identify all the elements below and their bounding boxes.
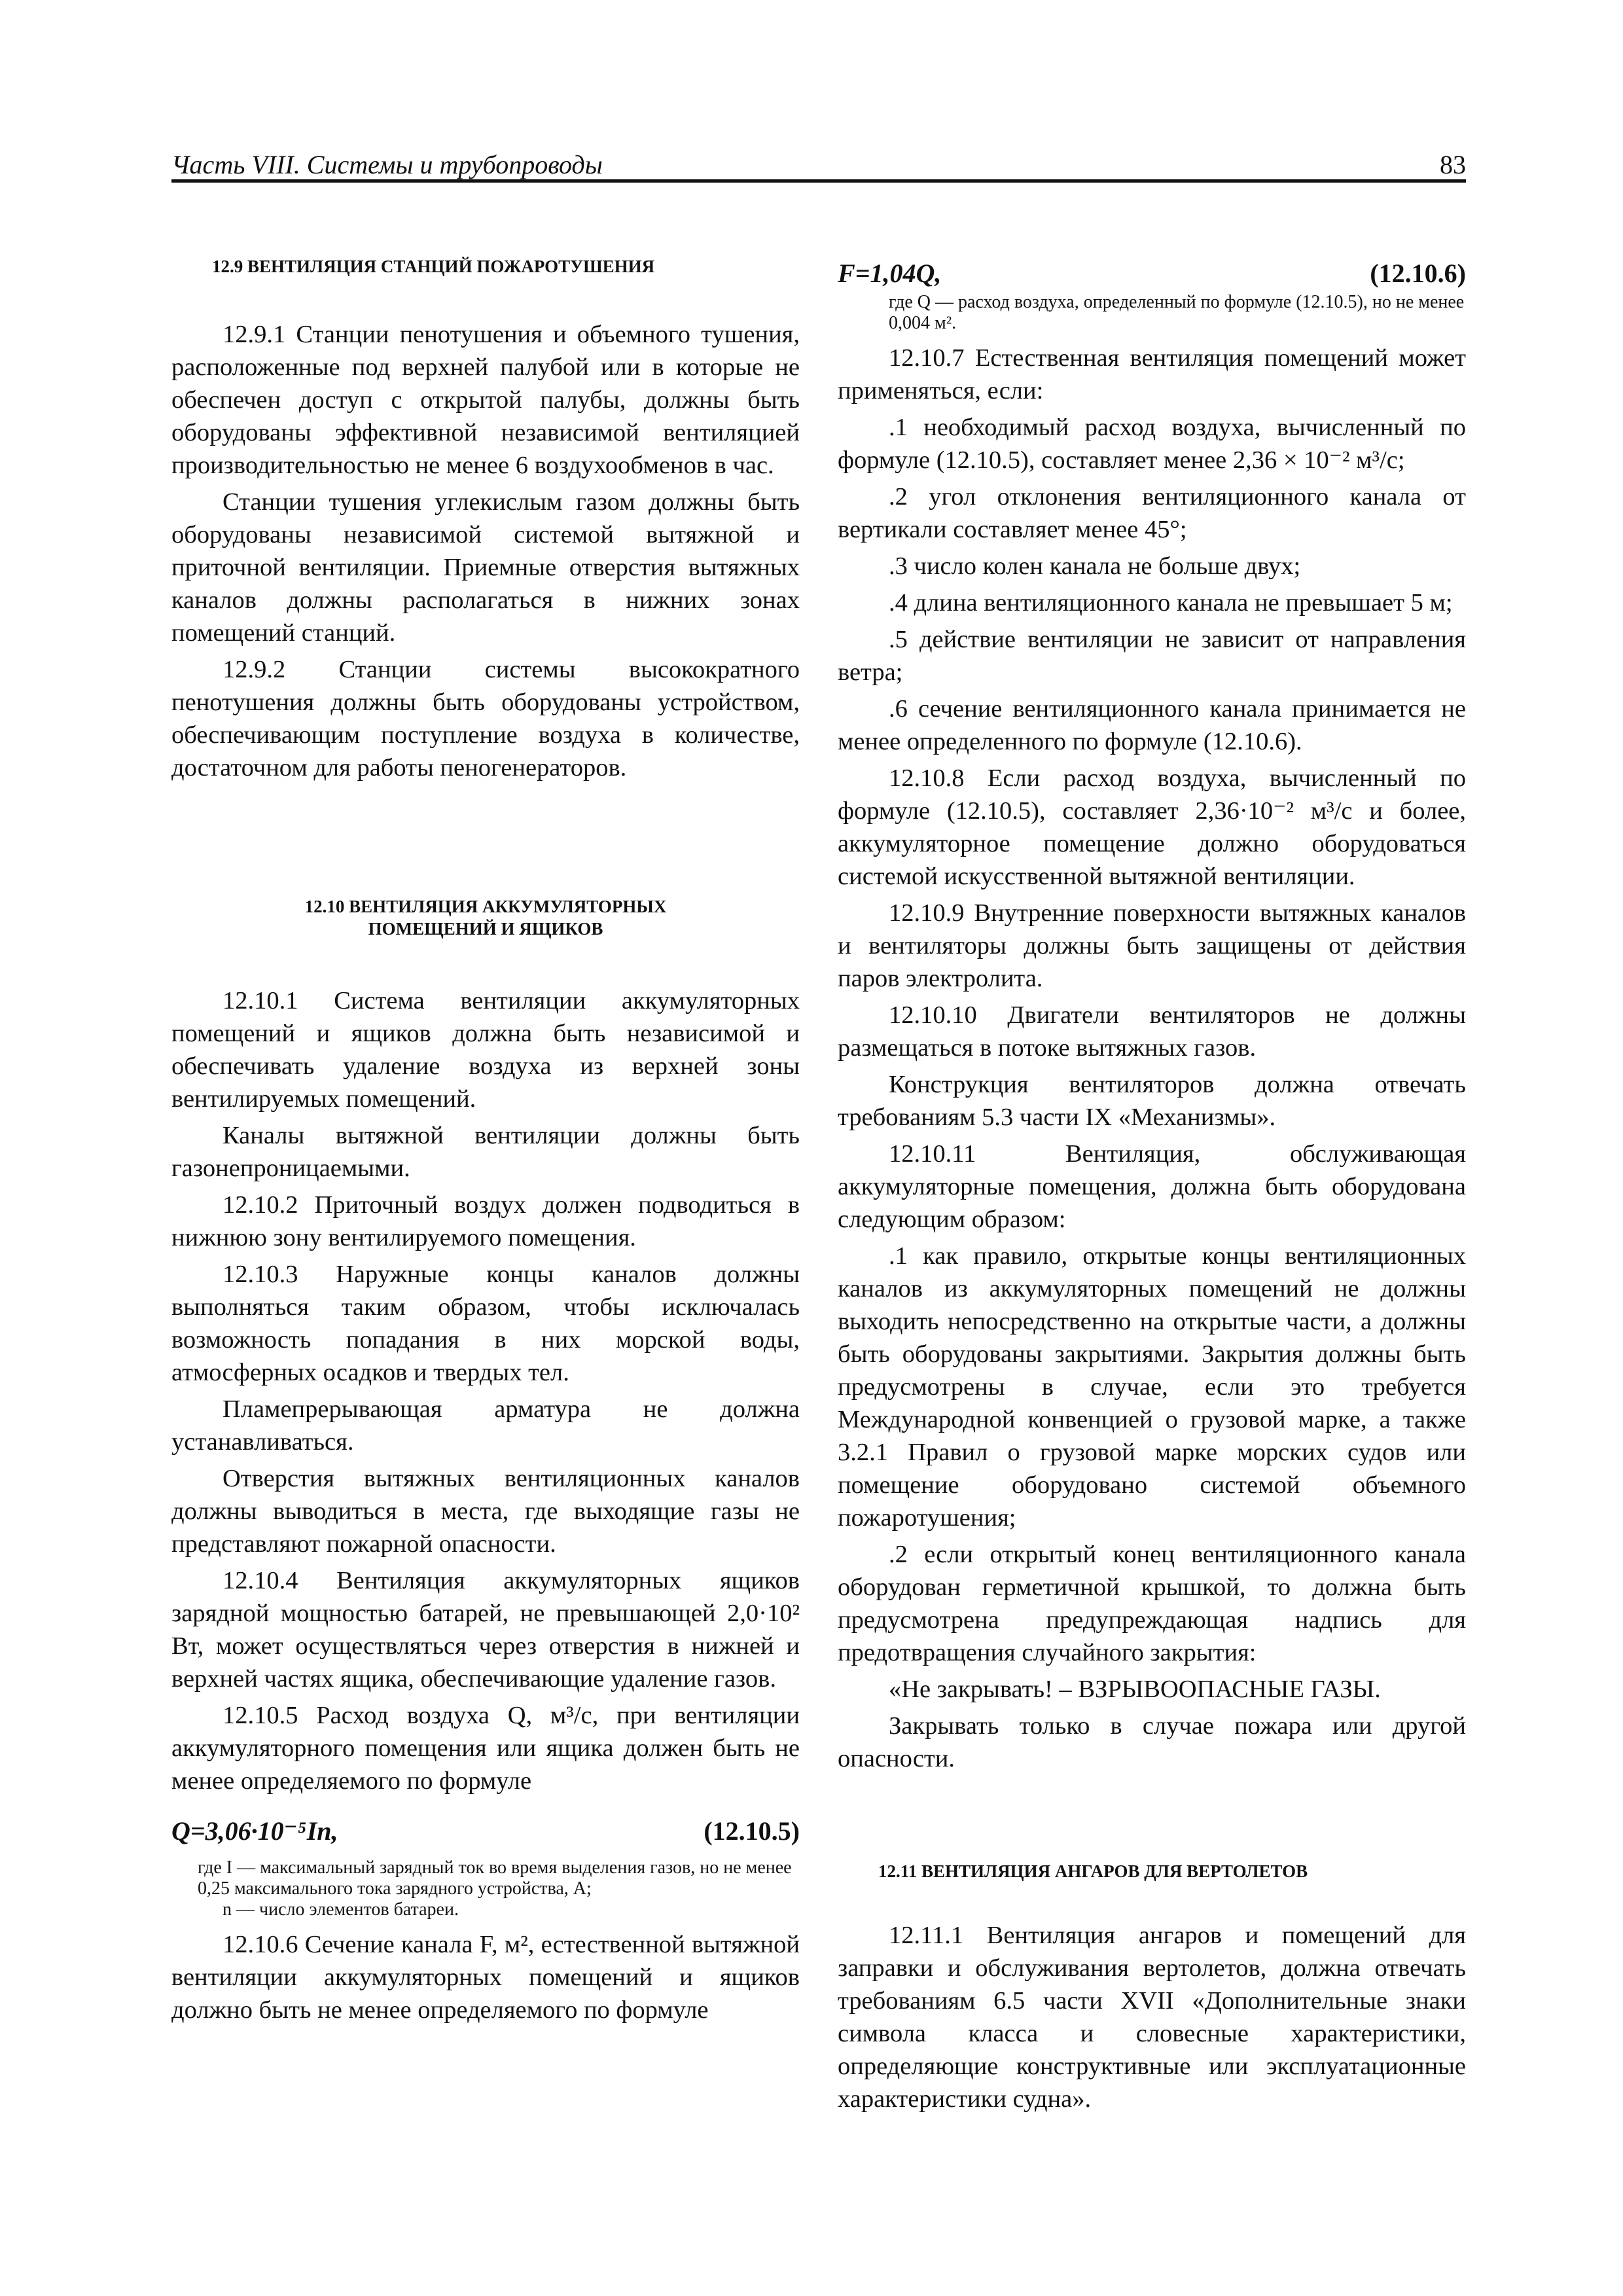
paragraph-flame-arrester: Пламепрерывающая арматура не должна устанавливаться. <box>171 1395 800 1456</box>
page-number: 83 <box>1440 150 1466 179</box>
list-item-11-1: .1 как правило, открытые концы вентиляционных каналов из аккумуляторных помещений не должны выходить непосредственно на открытые части, а должны быть оборудованы закрытиями. Закрытия должны быть предусмотрены в случае, если это требуется Международной конвенцией о грузовой марке, а также 3.2.1 Правил о грузовой марке морских судов или помещение оборудовано системой объемного пожаротушения; <box>838 1242 1466 1532</box>
paragraph-12-10-2: 12.10.2 Приточный воздух должен подводиться в нижнюю зону вентилируемого помещения. <box>171 1191 800 1251</box>
paragraph-12-9-2: 12.9.2 Станции системы высокократного пенотушения должны быть оборудованы устройством, обеспечивающим поступление воздуха в количестве, достаточном для работы пеногенераторов. <box>171 656 800 781</box>
paragraph-channels: Каналы вытяжной вентиляции должны быть газонепроницаемыми. <box>171 1122 800 1182</box>
formula-number: (12.10.6) <box>1370 259 1466 288</box>
header-rule <box>171 179 1466 183</box>
formula-where-i: где I — максимальный зарядный ток во время выделения газов, но не менее 0,25 максимального тока зарядного устройства, А; <box>198 1857 792 1899</box>
section-heading-12-11: 12.11 ВЕНТИЛЯЦИЯ АНГАРОВ ДЛЯ ВЕРТОЛЕТОВ <box>878 1861 1308 1881</box>
header-title: Часть VIII. Системы и трубопроводы <box>171 150 603 179</box>
paragraph-12-9-1: 12.9.1 Станции пенотушения и объемного тушения, расположенные под верхней палубой или в которые не обеспечен доступ с открытой палубы, должны быть оборудованы эффективной независимой вентиляцией производительностью не менее 6 воздухообменов в час. <box>171 321 800 479</box>
list-item-1: .1 необходимый расход воздуха, вычисленный по формуле (12.10.5), составляет менее 2,36 × 10⁻² м³/с; <box>838 414 1466 474</box>
left-column <box>171 255 800 2026</box>
paragraph-12-10-10: 12.10.10 Двигатели вентиляторов не должны размещаться в потоке вытяжных газов. <box>838 1001 1466 1062</box>
running-header <box>171 149 1466 179</box>
formula-12-10-5 <box>171 1813 800 1850</box>
warning-quote: «Не закрывать! – ВЗРЫВООПАСНЫЕ ГАЗЫ. <box>889 1676 1381 1703</box>
paragraph-12-11-1: 12.11.1 Вентиляция ангаров и помещений для заправки и обслуживания вертолетов, должна отвечать требованиям 6.5 части XVII «Дополнительные знаки символа класса и словесные характеристики, определяющие конструктивные или эксплуатационные характеристики судна». <box>838 1922 1466 2113</box>
list-item-2: .2 угол отклонения вентиляционного канала от вертикали составляет менее 45°; <box>838 483 1466 543</box>
paragraph-12-10-3: 12.10.3 Наружные концы каналов должны выполняться таким образом, чтобы исключалась возможность попадания в них морской воды, атмосферных осадков и твердых тел. <box>171 1261 800 1386</box>
formula-12-10-6 <box>838 255 1466 292</box>
formula-where-q: где Q — расход воздуха, определенный по формуле (12.10.5), но не менее 0,004 м². <box>889 292 1465 333</box>
paragraph-12-10-6: 12.10.6 Сечение канала F, м², естественной вытяжной вентиляции аккумуляторных помещений и ящиков должно быть не менее определяемого по формуле <box>171 1931 800 2024</box>
formula-expression: F=1,04Q, <box>838 259 942 288</box>
paragraph-openings: Отверстия вытяжных вентиляционных каналов должны выводиться в места, где выходящие газы не представляют пожарной опасности. <box>171 1465 800 1558</box>
list-item-6: .6 сечение вентиляционного канала принимается не менее определенного по формуле (12.10.6). <box>838 695 1466 755</box>
list-item-5: .5 действие вентиляции не зависит от направления ветра; <box>838 626 1466 686</box>
formula-expression: Q=3,06·10⁻⁵In, <box>171 1816 338 1846</box>
paragraph-12-10-8: 12.10.8 Если расход воздуха, вычисленный по формуле (12.10.5), составляет 2,36·10⁻² м³/с и более, аккумуляторное помещение должно оборудоваться системой искусственной вытяжной вентиляции. <box>838 764 1466 890</box>
section-heading-12-10-line2: ПОМЕЩЕНИЙ И ЯЩИКОВ <box>368 919 603 939</box>
paragraph-12-10-5: 12.10.5 Расход воздуха Q, м³/с, при вентиляции аккумуляторного помещения или ящика должен быть не менее определяемого по формуле <box>171 1702 800 1795</box>
list-item-4: .4 длина вентиляционного канала не превышает 5 м; <box>889 589 1453 617</box>
paragraph-fans: Конструкция вентиляторов должна отвечать требованиям 5.3 части IX «Механизмы». <box>838 1071 1466 1131</box>
section-heading-12-10-line1: 12.10 ВЕНТИЛЯЦИЯ АККУМУЛЯТОРНЫХ <box>304 897 667 916</box>
formula-number: (12.10.5) <box>704 1816 800 1846</box>
section-heading-12-9: 12.9 ВЕНТИЛЯЦИЯ СТАНЦИЙ ПОЖАРОТУШЕНИЯ <box>212 257 655 276</box>
paragraph-12-10-7: 12.10.7 Естественная вентиляция помещений может применяться, если: <box>838 344 1466 404</box>
paragraph-12-10-11: 12.10.11 Вентиляция, обслуживающая аккумуляторные помещения, должна быть оборудована следующим образом: <box>838 1140 1466 1233</box>
right-column <box>838 255 1466 2115</box>
paragraph-12-10-1: 12.10.1 Система вентиляции аккумуляторных помещений и ящиков должна быть независимой и обеспечивать удаление воздуха из верхней зоны вентилируемых помещений. <box>171 987 800 1113</box>
paragraph-co2-stations: Станции тушения углекислым газом должны быть оборудованы независимой системой вытяжной и приточной вентиляции. Приемные отверстия вытяжных каналов должны располагаться в нижних зонах помещений станций. <box>171 488 800 647</box>
list-item-11-2: .2 если открытый конец вентиляционного канала оборудован герметичной крышкой, то должна быть предусмотрена предупреждающая надпись для предотвращения случайного закрытия: <box>838 1541 1466 1666</box>
formula-where-n: n — число элементов батареи. <box>223 1899 459 1920</box>
list-item-3: .3 число колен канала не больше двух; <box>889 552 1301 580</box>
paragraph-12-10-9: 12.10.9 Внутренние поверхности вытяжных каналов и вентиляторы должны быть защищены от действия паров электролита. <box>838 899 1466 992</box>
paragraph-12-10-4: 12.10.4 Вентиляция аккумуляторных ящиков зарядной мощностью батарей, не превышающей 2,0·10² Вт, может осуществляться через отверстия в нижней и верхней частях ящика, обеспечивающие удаление газов. <box>171 1567 800 1693</box>
paragraph-close-note: Закрывать только в случае пожара или другой опасности. <box>838 1712 1466 1772</box>
